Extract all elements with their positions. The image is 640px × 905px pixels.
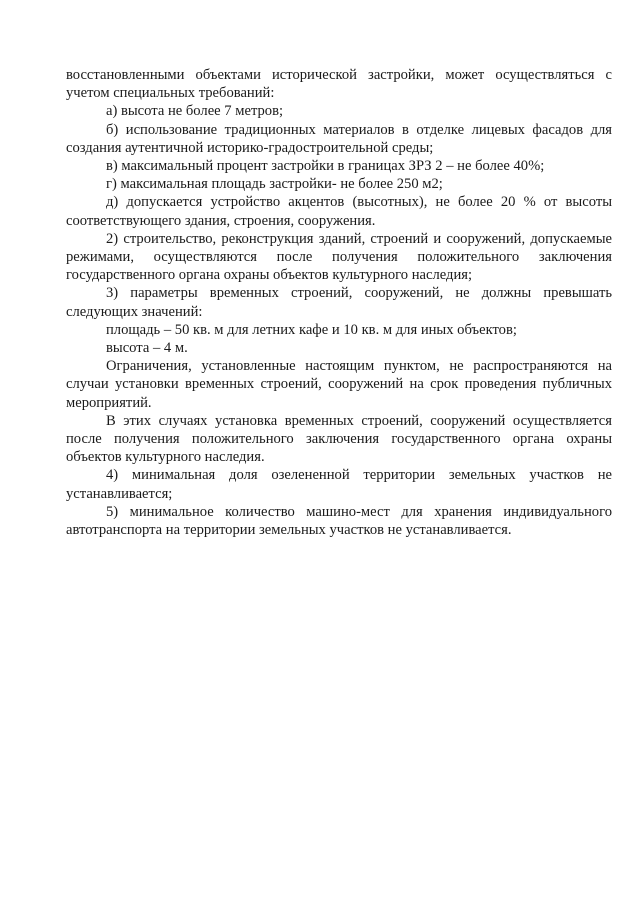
paragraph-point-2: 2) строительство, реконструкция зданий, строений и сооружений, допускаемые режимами, осуществляются после получения положительного заключения государственного органа охраны объектов культурного наследия; [66,230,612,284]
paragraph-item-v: в) максимальный процент застройки в границах ЗРЗ 2 – не более 40%; [106,158,545,175]
paragraph-point-5: 5) минимальное количество машино-мест для хранения индивидуального автотранспорта на территории земельных участков не устанавливается. [66,503,612,539]
paragraph-cases: В этих случаях установка временных строений, сооружений осуществляется после получения положительного заключения государственного органа охраны объектов культурного наследия. [66,412,612,466]
paragraph-item-g: г) максимальная площадь застройки- не более 250 м2; [106,176,443,193]
paragraph-restrictions: Ограничения, установленные настоящим пунктом, не распространяются на случаи установки временных строений, сооружений на срок проведения публичных мероприятий. [66,358,612,411]
paragraph-area-limit: площадь – 50 кв. м для летних кафе и 10 кв. м для иных объектов; [106,321,517,338]
paragraph-item-d: д) допускается устройство акцентов (высотных), не более 20 % от высоты соответствующего здания, строения, сооружения. [66,194,612,229]
paragraph-point-3: 3) параметры временных строений, сооружений, не должны превышать следующих значений: [66,285,612,320]
paragraph-item-a: а) высота не более 7 метров; [106,103,284,120]
paragraph-item-b: б) использование традиционных материалов в отделке лицевых фасадов для создания аутентичной историко-градостроительной среды; [66,121,612,156]
paragraph-height-limit: высота – 4 м. [106,340,188,357]
document-body [66,66,612,539]
paragraph-point-4: 4) минимальная доля озелененной территории земельных участков не устанавливается; [66,467,612,502]
paragraph-continuation: восстановленными объектами исторической застройки, может осуществляться с учетом специальных требований: [66,67,612,102]
